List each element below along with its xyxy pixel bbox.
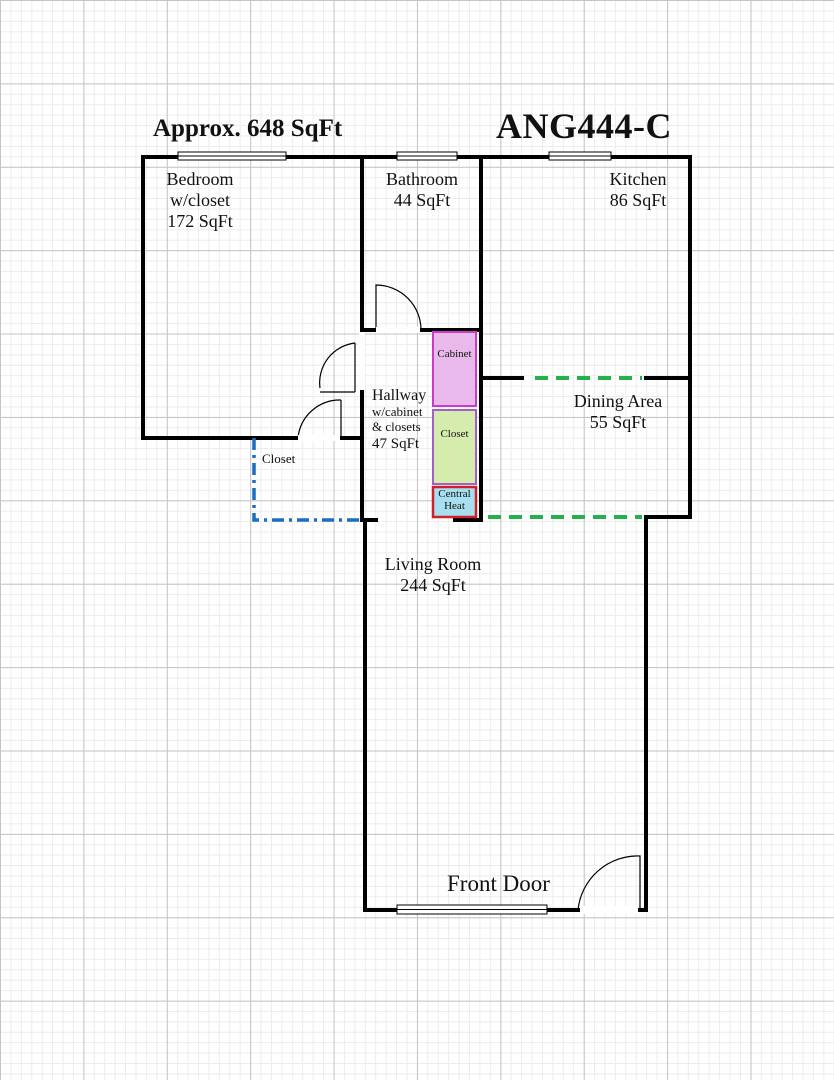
windows	[178, 152, 611, 914]
front-door-label: Front Door	[447, 871, 550, 896]
bedroom-detail: w/closet	[170, 190, 230, 211]
living-room-label	[371, 554, 495, 596]
hallway-area: 47 SqFt	[372, 436, 420, 453]
unit-code-title: ANG444-C	[496, 106, 672, 146]
hall-closet-label: Closet	[440, 428, 469, 440]
kitchen-wall	[362, 157, 690, 910]
living-room-name: Living Room	[384, 554, 482, 574]
cabinet-label: Cabinet	[437, 348, 472, 360]
central-heat-label	[433, 488, 476, 512]
bathroom-label	[371, 169, 473, 211]
walls	[143, 157, 690, 910]
dining-name: Dining Area	[573, 391, 663, 411]
closet-door	[298, 400, 341, 438]
dining-area: 55 SqFt	[589, 412, 647, 433]
hallway-detail-1: w/cabinet	[372, 404, 423, 420]
dining-label	[556, 391, 680, 433]
total-area-title: Approx. 648 SqFt	[153, 115, 343, 142]
bedroom-closet-label: Closet	[262, 451, 296, 466]
bathroom-area: 44 SqFt	[393, 190, 451, 211]
hallway-detail-2: & closets	[372, 419, 421, 435]
living-room-area: 244 SqFt	[400, 575, 466, 596]
hallway-name: Hallway	[372, 387, 427, 404]
central-heat-line-2: Heat	[444, 500, 465, 513]
central-heat-line-1: Central	[438, 488, 471, 500]
kitchen-label	[594, 169, 682, 211]
hall-closet	[433, 410, 476, 484]
bedroom-name: Bedroom	[166, 169, 234, 189]
hallway-label	[372, 387, 434, 453]
bedroom-label	[150, 169, 250, 233]
front-door-swing	[578, 856, 640, 910]
bathroom-door	[376, 285, 421, 330]
cabinet	[433, 332, 476, 406]
kitchen-name: Kitchen	[609, 169, 667, 189]
bedroom-door	[320, 343, 355, 392]
bathroom-name: Bathroom	[386, 169, 458, 189]
kitchen-area: 86 SqFt	[609, 190, 667, 211]
bedroom-area: 172 SqFt	[167, 211, 233, 232]
